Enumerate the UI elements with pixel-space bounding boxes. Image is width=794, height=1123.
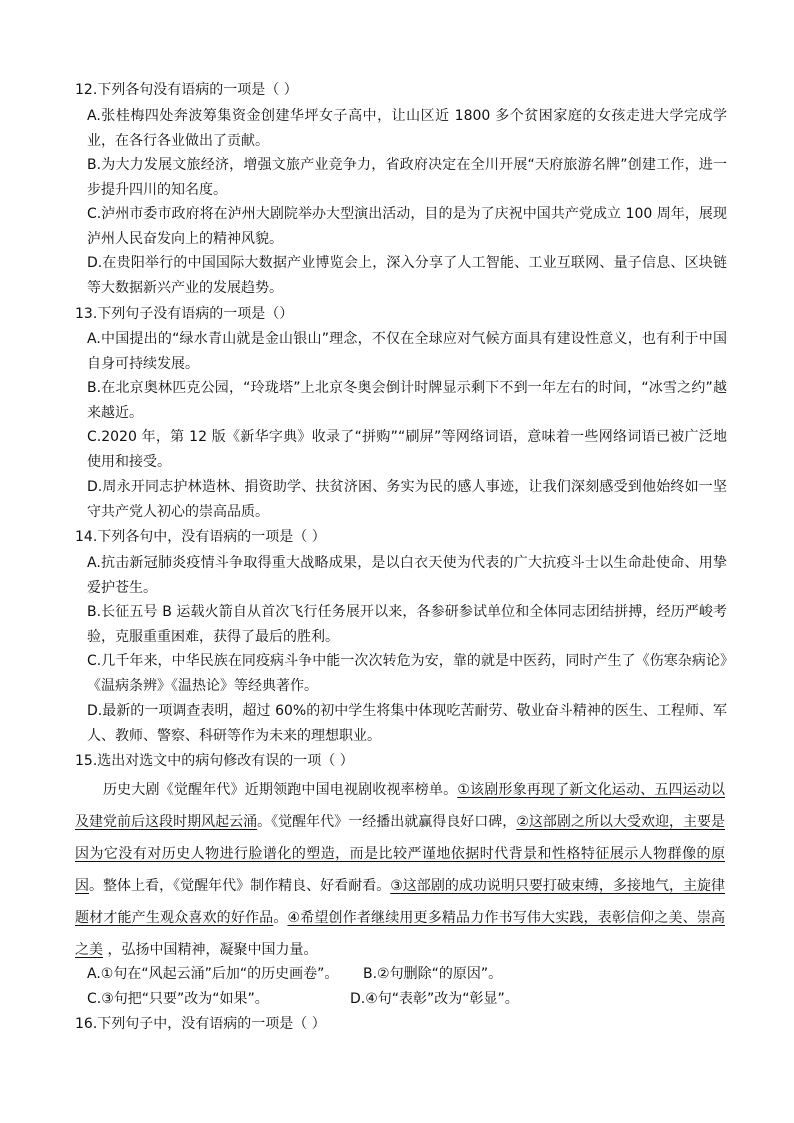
passage-text-1: 历史大剧《觉醒年代》近期领跑中国电视剧收视率榜单。 (103, 782, 458, 798)
question-15-option-d: D.④句“表彰”改为“彰显”。 (350, 991, 519, 1007)
question-16-stem: 16.下列句子中，没有语病的一项是（ ） (75, 1016, 326, 1032)
question-14-option-d: D.最新的一项调查表明，超过 60%的初中学生将集中体现吃苦耐劳、敬业奋斗精神的医生、工程师、军人、教师、警察、科研等作为未来的理想职业。 (87, 703, 727, 744)
question-15-stem: 15.选出对选文中的病句修改有误的一项（ ） (75, 753, 354, 769)
passage-sentence-2: ②这部剧之所以大受欢迎，主要是因为它没有对历史人物进行脸谱化的塑造，而是比较严谨地依据时代背景和性格特征展示人物群像的原因 (75, 814, 725, 894)
question-13-option-d: D.周永开同志护林造林、捐资助学、扶贫济困、务实为民的感人事迹，让我们深刻感受到他始终如一坚守共产党人初心的崇高品质。 (87, 479, 727, 520)
passage-text-4: 。 (273, 910, 288, 926)
passage-sentence-1: ①该剧形象再现了新文化运动、五四运动以及建党前后这段时期风起云涌 (75, 782, 725, 830)
passage-sentence-4: ④希望创作者继续用更多精品力作书写伟大实践，表彰信仰之美、崇高之美 (75, 910, 726, 958)
passage-text-3: 。整体上看，《觉醒年代》制作精良、好看耐看。 (89, 878, 391, 894)
passage-sentence-3: ③这部剧的成功说明只要打破束缚，多接地气，主旋律题材才能产生观众喜欢的好作品 (75, 878, 726, 926)
question-15-passage (75, 774, 725, 966)
passage-text-5: ，弘扬中国精神，凝聚中国力量。 (103, 942, 318, 958)
question-12-stem: 12.下列各句没有语病的一项是（ ） (75, 82, 298, 98)
question-13-option-c: C.2020 年，第 12 版《新华字典》收录了“拼购”“刷屏”等网络词语，意味着一些网络词语已被广泛地使用和接受。 (87, 429, 727, 470)
question-15-option-b: B.②句删除“的原因”。 (363, 966, 503, 982)
question-12-option-d: D.在贵阳举行的中国国际大数据产业博览会上，深入分享了人工智能、工业互联网、量子信息、区块链等大数据新兴产业的发展趋势。 (87, 255, 727, 296)
question-14-stem: 14.下列各句中，没有语病的一项是（ ） (75, 529, 326, 545)
question-12-option-b: B.为大力发展文旅经济，增强文旅产业竞争力，省政府决定在全川开展“天府旅游名牌”创建工作，进一步提升四川的知名度。 (87, 157, 727, 198)
question-14-option-a: A.抗击新冠肺炎疫情斗争取得重大战略成果，是以白衣天使为代表的广大抗疫斗士以生命赴使命、用挚爱护苍生。 (87, 555, 727, 596)
question-12-option-a: A.张桂梅四处奔波筹集资金创建华坪女子高中，让山区近 1800 多个贫困家庭的女孩走进大学完成学业，在各行各业做出了贡献。 (87, 108, 727, 149)
question-15-option-c: C.③句把“只要”改为“如果”。 (87, 991, 269, 1007)
question-14-option-c: C.几千年来，中华民族在同疫病斗争中能一次次转危为安，靠的就是中医药，同时产生了《伤寒杂病论》《温病条辨》《温热论》等经典著作。 (87, 653, 727, 694)
question-13-stem: 13.下列句子没有语病的一项是（） (75, 306, 294, 322)
passage-text-2: 。《觉醒年代》一经播出就赢得良好口碑， (257, 814, 517, 830)
question-15-option-a: A.①句在“风起云涌”后加“的历史画卷”。 (87, 966, 339, 982)
question-12-option-c: C.泸州市委市政府将在泸州大剧院举办大型演出活动，目的是为了庆祝中国共产党成立 100 周年，展现泸州人民奋发向上的精神风貌。 (87, 206, 727, 247)
question-13-option-a: A.中国提出的“绿水青山就是金山银山”理念，不仅在全球应对气候方面具有建设性意义，也有利于中国自身可持续发展。 (87, 331, 727, 372)
question-13-option-b: B.在北京奥林匹克公园，“玲珑塔”上北京冬奥会倒计时牌显示剩下不到一年左右的时间，“冰雪之约”越来越近。 (87, 380, 727, 421)
question-14-option-b: B.长征五号 B 运载火箭自从首次飞行任务展开以来，各参研参试单位和全体同志团结拼搏，经历严峻考验，克服重重困难，获得了最后的胜利。 (87, 604, 727, 645)
